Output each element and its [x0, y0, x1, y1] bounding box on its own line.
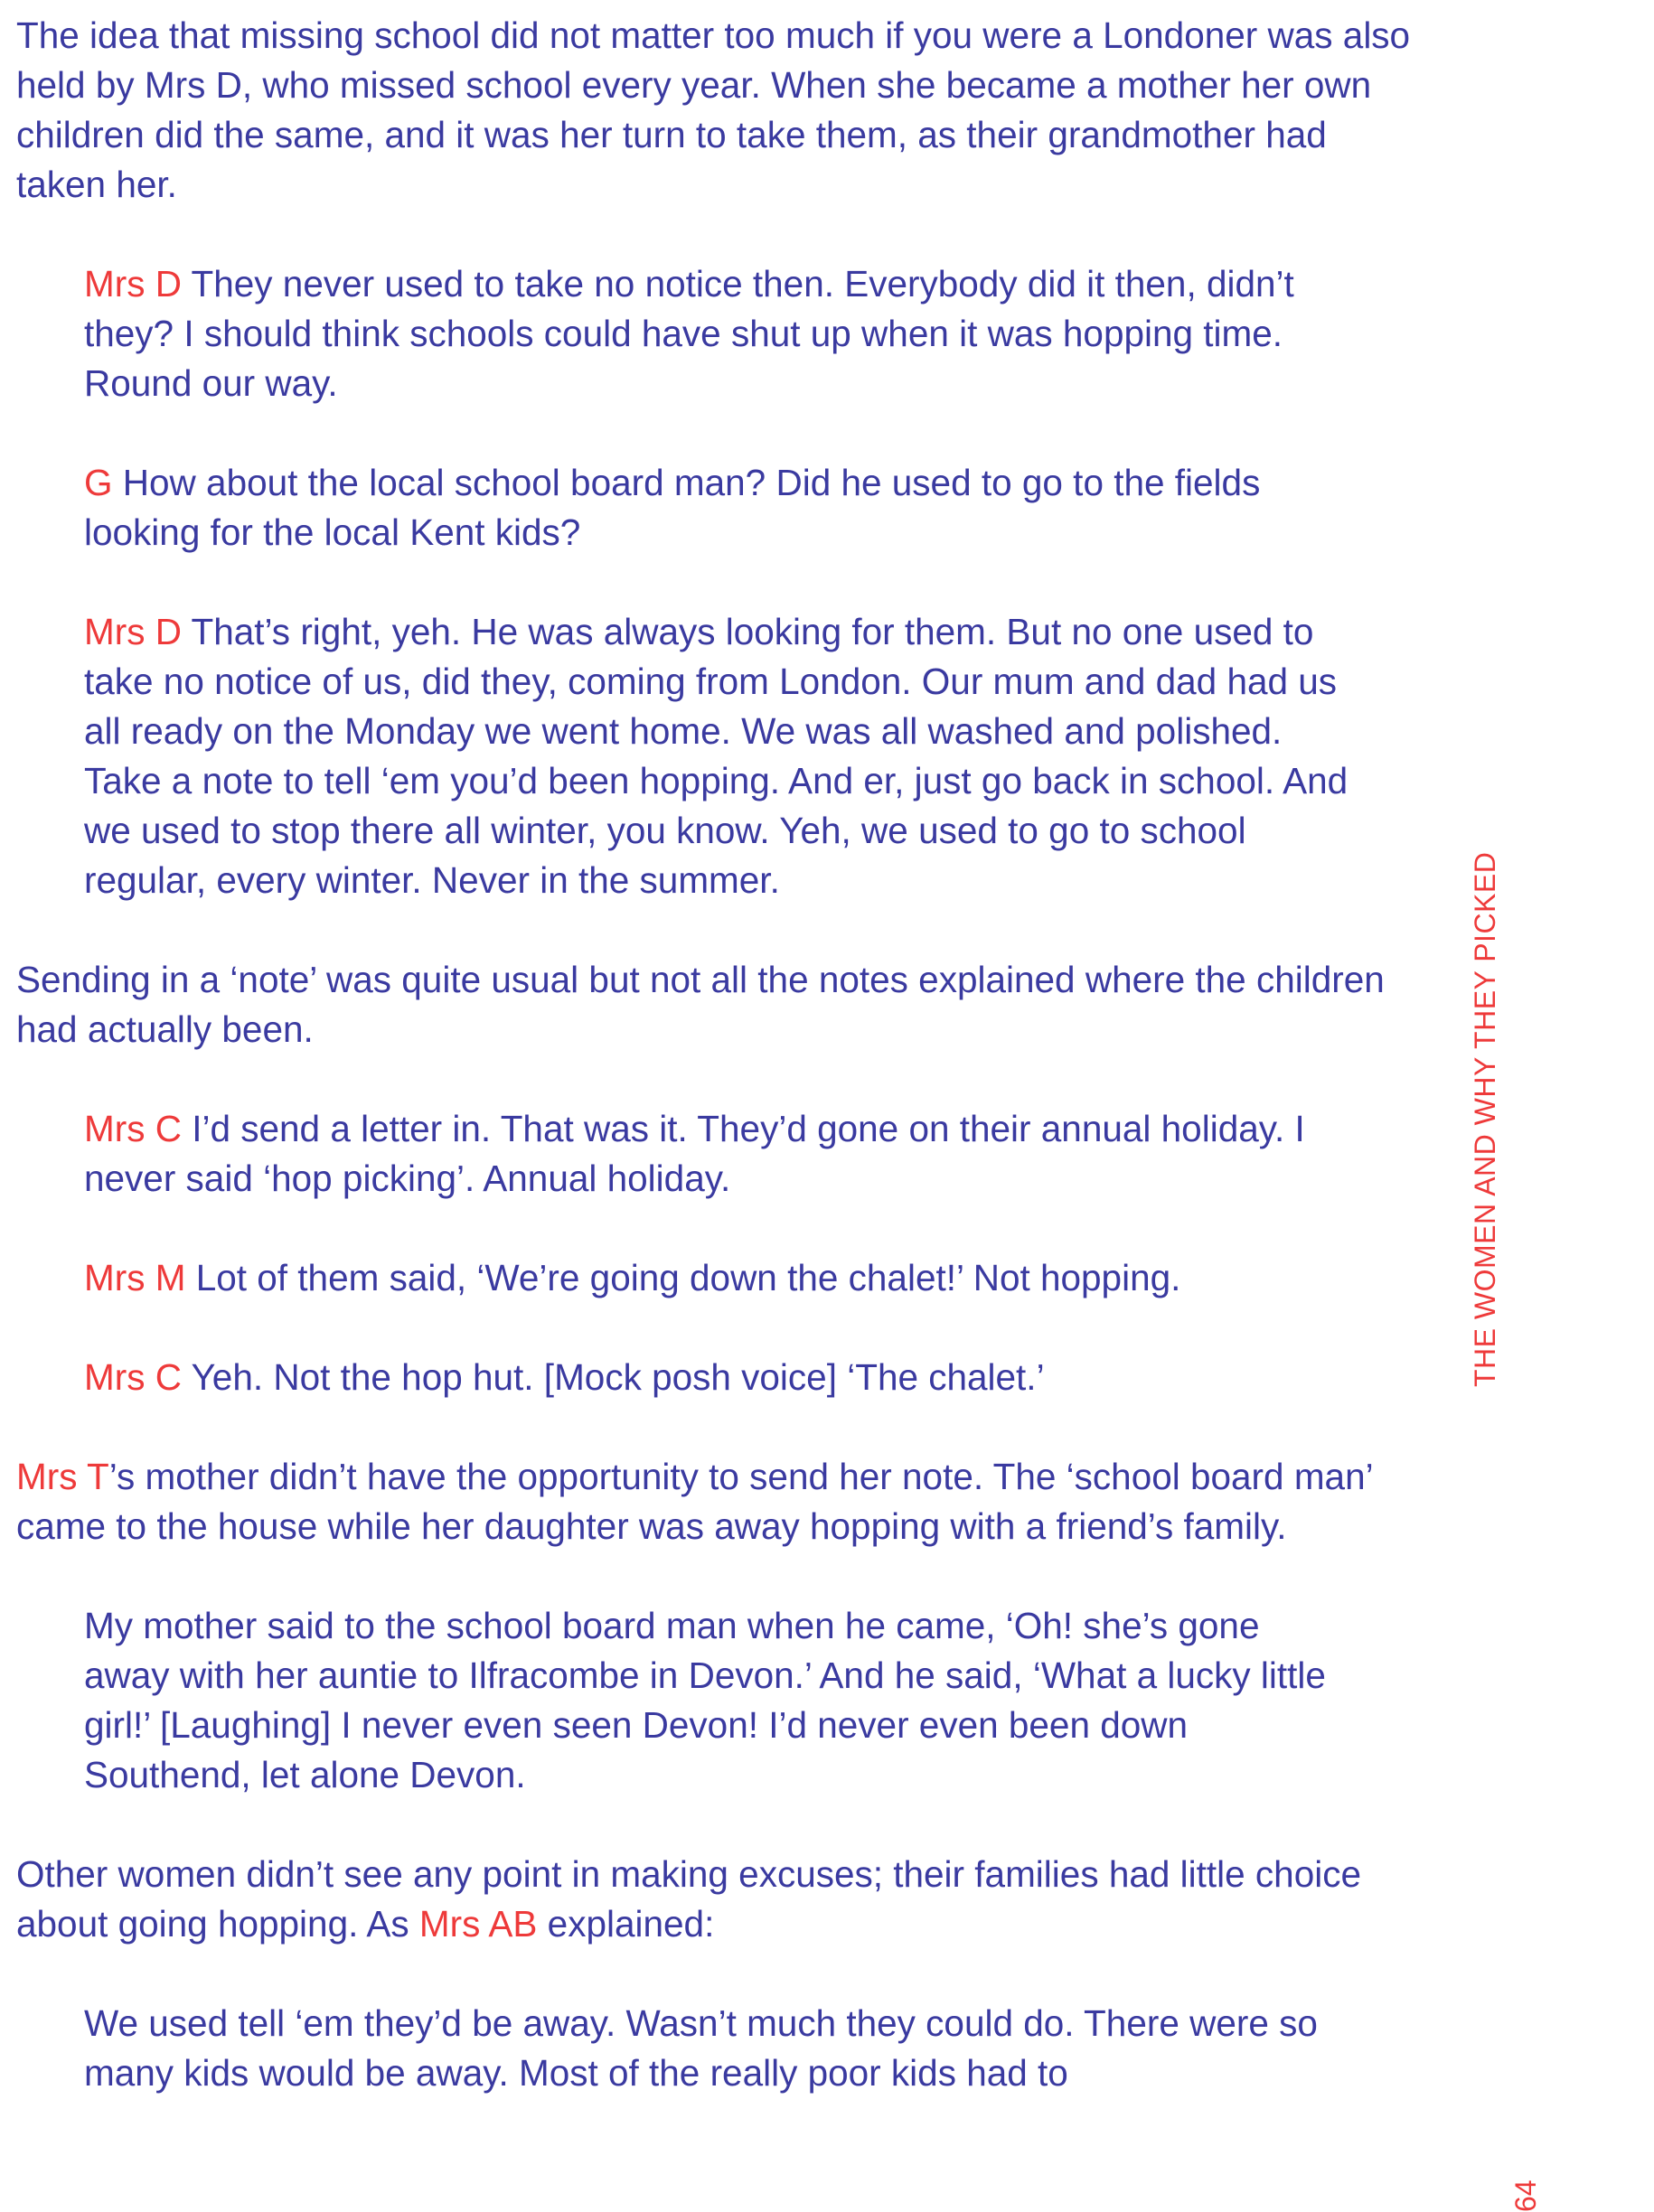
- interview-quote: [84, 1999, 1349, 2098]
- paragraph: [16, 11, 1426, 210]
- quote-text: They never used to take no notice then. Everybody did it then, didn’t they? I should think schools could have shut up when it was hopping time. Round our way.: [84, 263, 1294, 404]
- interview-quote: [84, 607, 1349, 905]
- paragraph: [16, 1850, 1426, 1949]
- page-number: 64: [1509, 2179, 1542, 2212]
- paragraph-text: Other women didn’t see any point in making excuses; their families had little choice about going hopping. As: [16, 1853, 1361, 1945]
- quote-text: That’s right, yeh. He was always looking for them. But no one used to take no notice of us, did they, coming from London. Our mum and dad had us all ready on the Monday we went home. We was all washed and polished. Take a note to tell ‘em you’d been hopping. And er, just go back in school. And we used to stop there all winter, you know. Yeh, we used to go to school regular, every winter. Never in the summer.: [84, 611, 1349, 901]
- speaker-label: Mrs M: [84, 1257, 186, 1298]
- speaker-label: Mrs D: [84, 263, 182, 305]
- running-section-title: THE WOMEN AND WHY THEY PICKED: [1469, 851, 1501, 1387]
- quote-text: We used tell ‘em they’d be away. Wasn’t much they could do. There were so many kids would be away. Most of the really poor kids had to: [84, 2002, 1318, 2094]
- interview-quote: [84, 1253, 1349, 1303]
- paragraph: [16, 1452, 1426, 1551]
- paragraph-text: Sending in a ‘note’ was quite usual but not all the notes explained where the children had actually been.: [16, 959, 1385, 1050]
- quote-text: Yeh. Not the hop hut. [Mock posh voice] ‘The chalet.’: [181, 1356, 1045, 1398]
- interview-quote: [84, 259, 1349, 408]
- body-text: [16, 11, 1426, 2148]
- speaker-label: Mrs D: [84, 611, 182, 652]
- interview-quote: [84, 458, 1349, 558]
- speaker-label: Mrs C: [84, 1356, 182, 1398]
- paragraph-text: The idea that missing school did not matter too much if you were a Londoner was also held by Mrs D, who missed school every year. When she became a mother her own children did the same, and it was her turn to take them, as their grandmother had taken her.: [16, 14, 1411, 205]
- quote-text: How about the local school board man? Did he used to go to the fields looking for the local Kent kids?: [84, 462, 1261, 553]
- paragraph: [16, 955, 1426, 1054]
- paragraph-text: ’s mother didn’t have the opportunity to send her note. The ‘school board man’ came to the house while her daughter was away hopping with a friend’s family.: [16, 1456, 1373, 1547]
- interview-quote: [84, 1353, 1349, 1402]
- interview-quote: [84, 1601, 1349, 1800]
- interview-quote: [84, 1104, 1349, 1204]
- speaker-label: Mrs C: [84, 1108, 182, 1149]
- quote-text: My mother said to the school board man when he came, ‘Oh! she’s gone away with her auntie to Ilfracombe in Devon.’ And he said, ‘What a lucky little girl!’ [Laughing] I never even seen Devon! I’d never even been down Southend, let alone Devon.: [84, 1605, 1326, 1795]
- quote-text: I’d send a letter in. That was it. They’d gone on their annual holiday. I never said ‘hop picking’. Annual holiday.: [84, 1108, 1305, 1199]
- speaker-label: Mrs T: [16, 1456, 109, 1497]
- paragraph-text: explained:: [537, 1903, 715, 1945]
- speaker-label: G: [84, 462, 113, 503]
- speaker-label: Mrs AB: [418, 1903, 538, 1945]
- quote-text: Lot of them said, ‘We’re going down the chalet!’ Not hopping.: [185, 1257, 1181, 1298]
